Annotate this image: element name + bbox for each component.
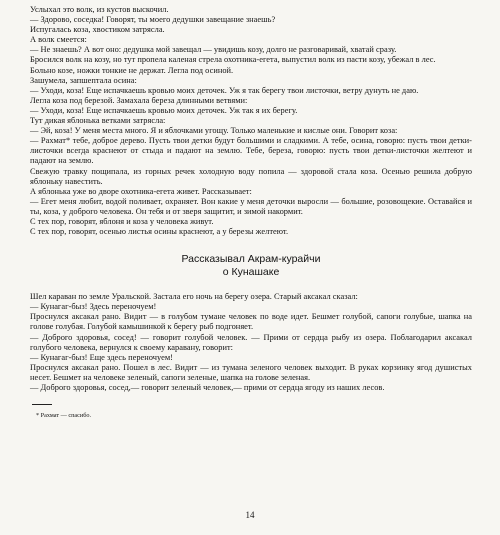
paragraph: — Кунагаг-быз! Еще здесь переночуем! xyxy=(30,352,173,362)
paragraph: Зашумела, запшептала осина: xyxy=(30,75,137,85)
paragraph: Бросился волк на козу, но тут пропела каленая стрела охотника-егета, выпустил волк из пасти козу, убежал в лес. xyxy=(30,55,436,65)
paragraph: Легла коза под березой. Замахала береза длинными ветвями: xyxy=(30,95,248,105)
paragraph: Проснулся аксакал рано. Пошел в лес. Видит — из тумана зеленого человек выходит. В руках корзинку ягод душистых несет. Бешмет на человеке зеленый, сапоги зеленые, шапка на голове зеленая. xyxy=(30,362,472,382)
paragraph: Больно козе, ножки тонкие не держат. Легла под осиной. xyxy=(30,65,234,75)
story-beginning xyxy=(30,292,472,393)
story-title: Рассказывал Акрам-курайчи xyxy=(181,253,321,266)
story-subtitle: о Кунашаке xyxy=(222,266,280,279)
paragraph: Услыхал это волк, из кустов выскочил. xyxy=(30,5,169,14)
paragraph: А волк смеется: xyxy=(30,35,87,45)
paragraph: Испугалась коза, хвостиком затрясла. xyxy=(30,25,165,35)
paragraph: С тех пор, говорят, яблоня и коза у человека живут. xyxy=(30,216,214,226)
footnote-divider xyxy=(32,404,52,405)
paragraph: — Егет меня любит, водой поливает, охраняет. Вон какие у меня деточки выросли — большие, розовощекие. Оставайся и ты, коза, у доброго человека. Он тебя и от зверя защитит, и зимой накормит. xyxy=(30,196,472,216)
paragraph: Тут дикая яблонька ветками затрясла: xyxy=(30,116,166,126)
paragraph: — Здорово, соседка! Говорят, ты моего дедушки завещание знаешь? xyxy=(30,15,276,25)
page-number: 14 xyxy=(245,510,255,520)
paragraph: С тех пор, говорят, осенью листья осины краснеют, а у березы желтеют. xyxy=(30,227,289,237)
paragraph: — Доброго здоровья, сосед! — говорит голубой человек. — Прими от сердца рыбу из озера. Поблагодарил аксакал голубого человека, вернулся к своему каравану, говорит: xyxy=(30,332,472,352)
paragraph: — Эй, коза! У меня места много. Я и яблочками угощу. Только маленькие и кислые они. Говорит коза: xyxy=(30,126,398,136)
paragraph: Проснулся аксакал рано. Видит — в голубом тумане человек по воде идет. Бешмет голубой, сапоги голубые, шапка на голове голубая. Голубой камышинкой к берегу рыб подгоняет. xyxy=(30,312,472,332)
footnote: * Рахмат — спасибо. xyxy=(36,412,92,420)
paragraph: Шел караван по земле Уральской. Застала его ночь на берегу озера. Старый аксакал сказал: xyxy=(30,292,358,302)
paragraph: А яблонька уже во дворе охотника-егета живет. Рассказывает: xyxy=(30,186,252,196)
paragraph: — Уходи, коза! Еще испачкаешь кровью моих деточек. Уж так я их берегу. xyxy=(30,105,298,115)
paragraph: — Не знаешь? А вот оно: дедушка мой завещал — увидишь козу, долго не разговаривай, хватай сразу. xyxy=(30,45,397,55)
paragraph: — Доброго здоровья, сосед,— говорит зеленый человек,— прими от сердца ягоду из наших лесов. xyxy=(30,383,385,392)
paragraph: Свежую травку пощипала, из горных речек холодную воду попила — здоровой стала коза. Осенью решила добрую яблоньку навестить. xyxy=(30,166,472,186)
paragraph: — Уходи, коза! Еще испачкаешь кровью моих деточек. Уж я так берегу твои листочки, ветру дунуть не даю. xyxy=(30,85,419,95)
paragraph: — Рахмат* тебе, доброе дерево. Пусть твои детки будут большими и сладкими. А тебе, осина, говорю: пусть твои детки-листочки всегда краснеют от стыда и падают на землю. Тебе, береза, говорю: пусть твои детки-листочки желтеют и падают на землю. xyxy=(30,136,472,166)
paragraph: — Кунагаг-быз! Здесь переночуем! xyxy=(30,302,157,312)
story-ending xyxy=(30,5,472,237)
